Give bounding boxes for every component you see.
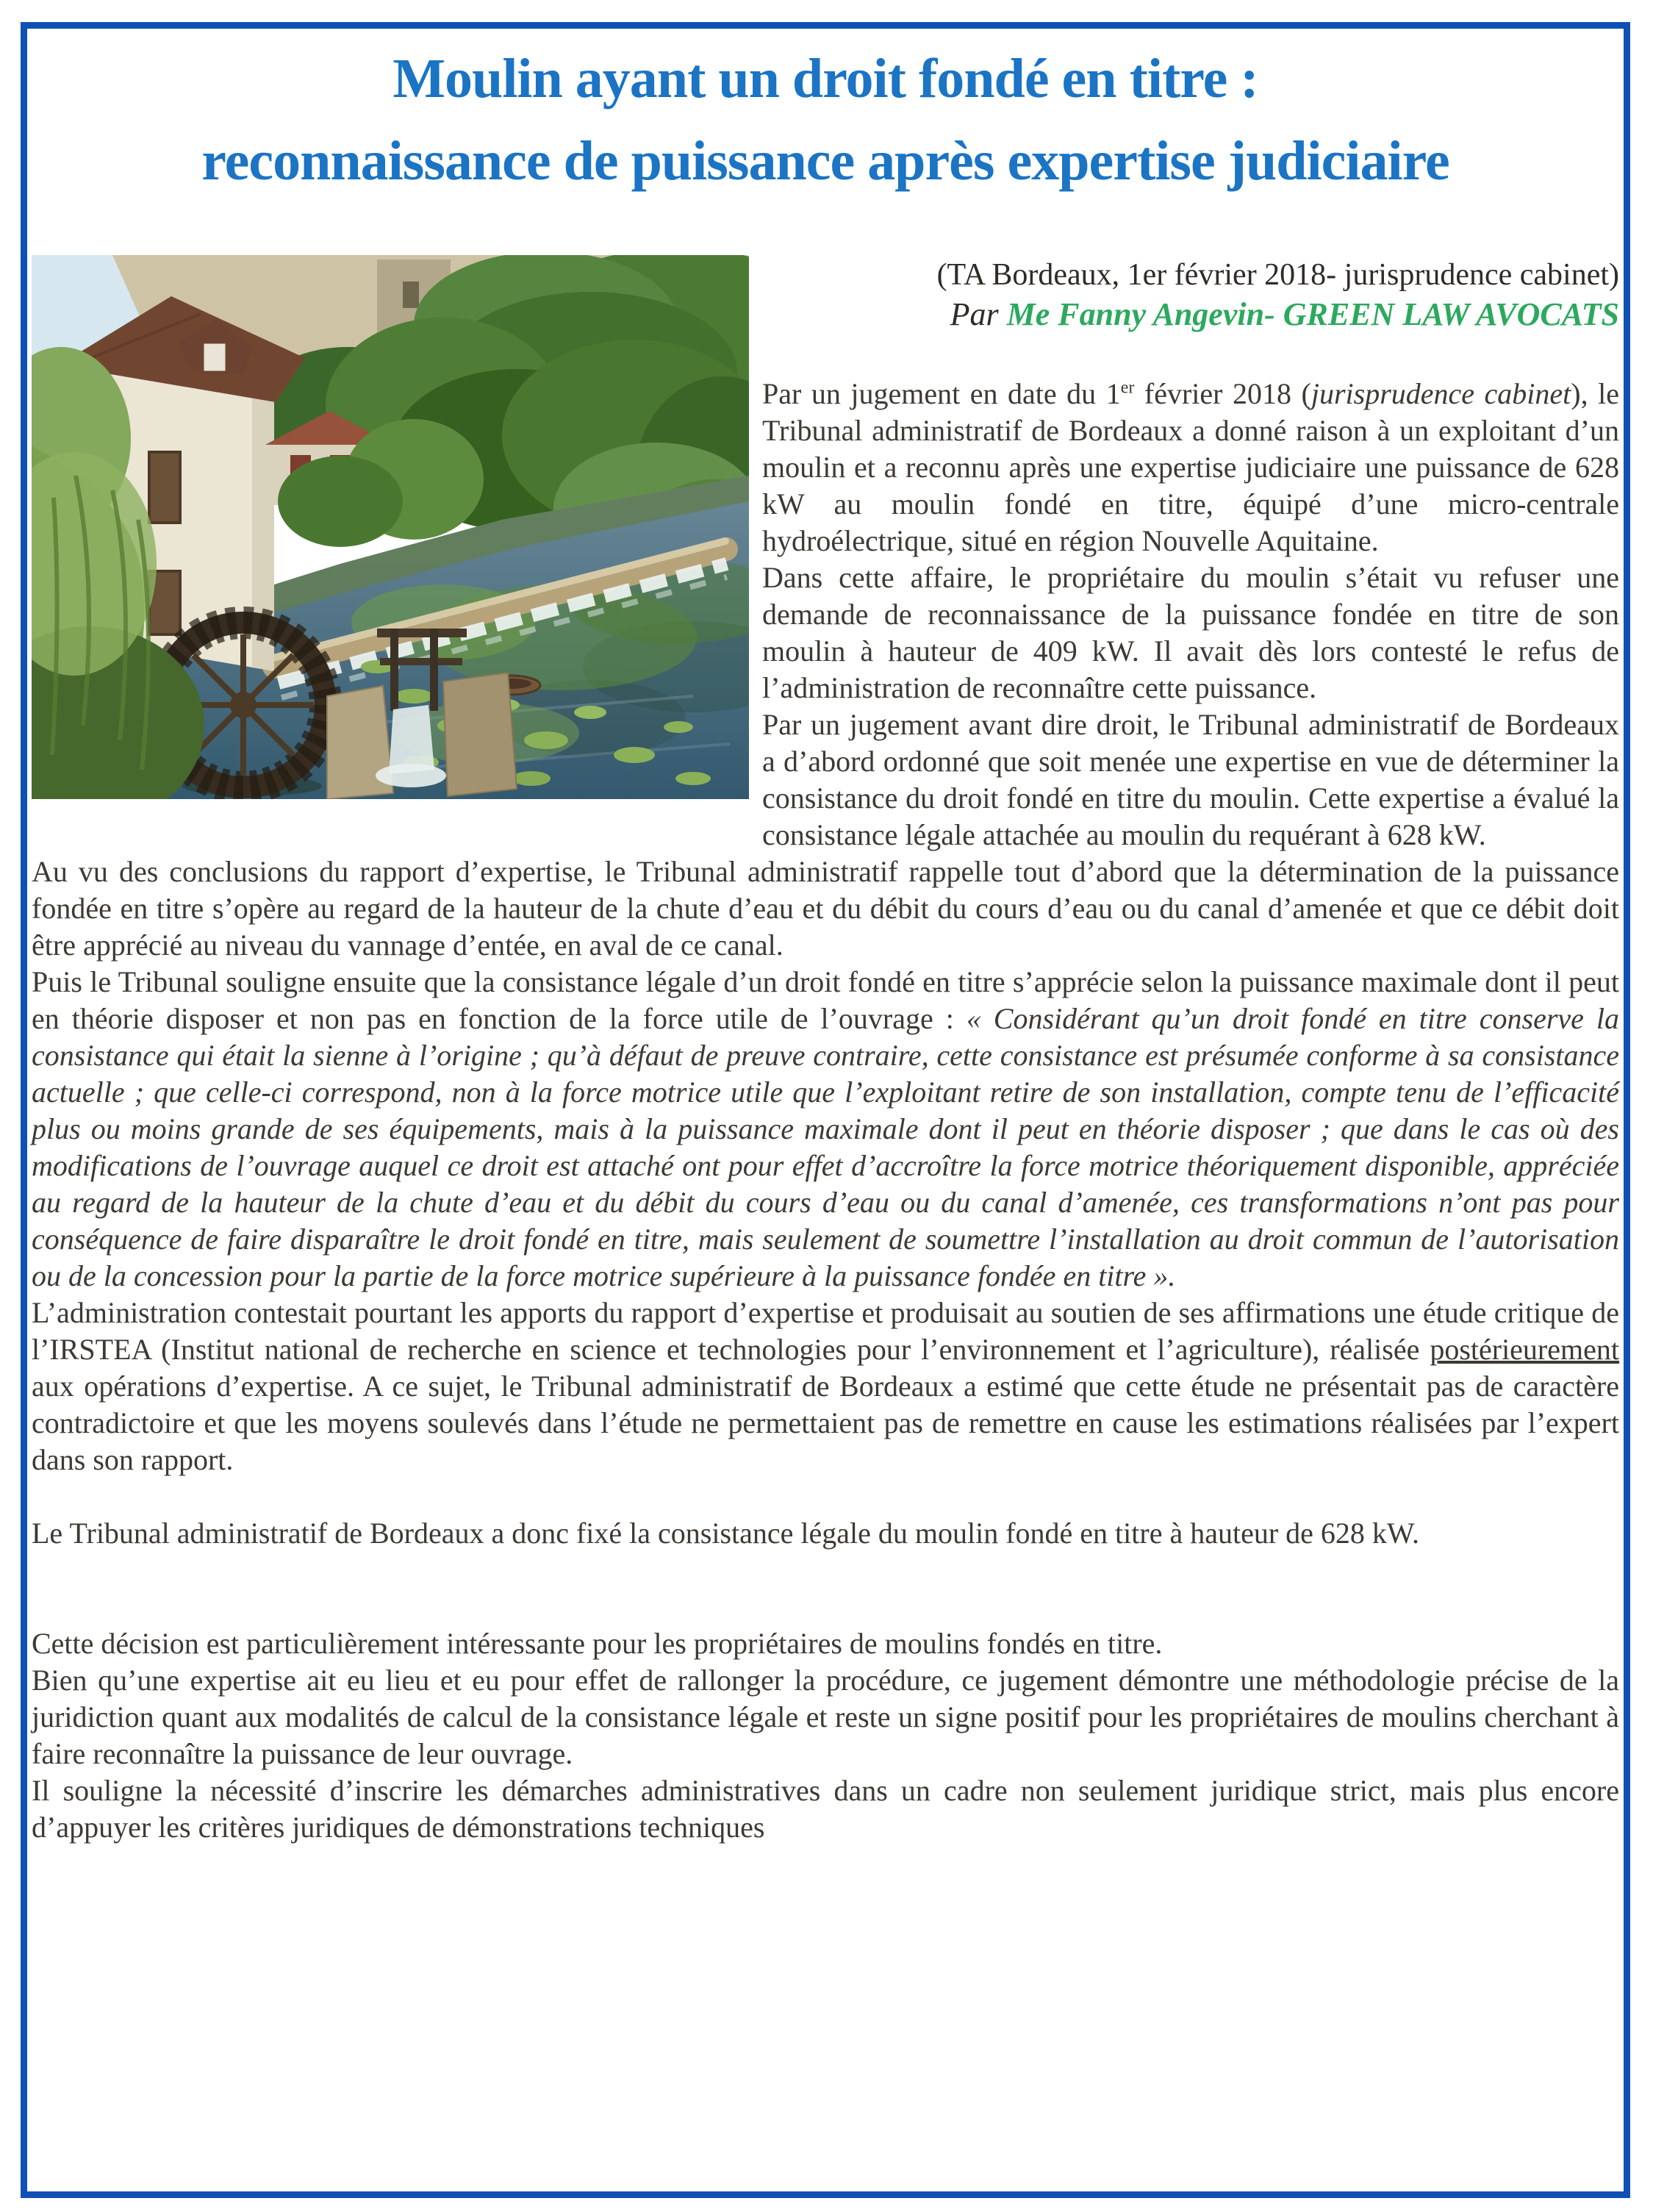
author-prefix: Par [950, 296, 1007, 332]
article-title-line-1: Moulin ayant un droit fondé en titre : [392, 48, 1258, 110]
paragraph: Cette décision est particulièrement intéressante pour les propriétaires de moulins fondés en titre. [32, 1627, 1163, 1660]
paragraph: Bien qu’une expertise ait eu lieu et eu pour effet de rallonger la procédure, ce jugement démontre une méthodologie précise de la juridiction quant aux modalités de calcul de la consistance légale et reste un signe positif pour les propriétaires de moulins cherchant à faire reconnaître la puissance de leur ouvrage. [32, 1664, 1619, 1770]
paragraph: Au vu des conclusions du rapport d’expertise, le Tribunal administratif rappelle tout d’abord que la détermination de la puissance fondée en titre s’opère au regard de la hauteur de la chute d’eau et du débit du cours d’eau ou du canal d’amenée et que ce débit doit être apprécié au niveau du vannage d’entée, en aval de ce canal. [32, 855, 1619, 962]
paragraph: Par un jugement avant dire droit, le Tribunal administratif de Bordeaux a d’abord ordonné que soit menée une expertise en vue de déterminer la consistance du droit fondé en titre du moulin. Cette expertise a évalué la consistance légale attachée au moulin du requérant à 628 kW. [762, 708, 1619, 851]
paragraph: Puis le Tribunal souligne ensuite que la consistance légale d’un droit fondé en titre s’apprécie selon la puissance maximale dont il peut en théorie disposer et non pas en fonction de la force utile de l’ouvrage : « Considérant qu’un droit fondé en titre conserve la consistance qui était la sienne à l’origine ; qu’à défaut de preuve contraire, cette consistance est présumée conforme à sa consistance actuelle ; que celle-ci correspond, non à la force motrice utile que l’exploitant retire de son installation, compte tenu de l’efficacité plus ou moins grande de ses équipements, mais à la puissance maximale dont il peut en théorie disposer ; que dans le cas où des modifications de l’ouvrage auquel ce droit est attaché ont pour effet d’accroître la force motrice théoriquement disponible, appréciée au regard de la hauteur de la chute d’eau et du débit du cours d’eau ou du canal d’amenée, ces transformations n’ont pas pour conséquence de faire disparaître le droit fondé en titre, mais seulement de soumettre l’installation au droit commun de l’autorisation ou de la concession pour la partie de la force motrice supérieure à la puissance fondée en titre ». [32, 965, 1619, 1292]
article-title [32, 29, 1619, 202]
paragraph: Le Tribunal administratif de Bordeaux a donc fixé la consistance légale du moulin fondé en titre à hauteur de 628 kW. [32, 1517, 1419, 1550]
page-content [27, 29, 1624, 2191]
paragraph: Dans cette affaire, le propriétaire du moulin s’était vu refuser une demande de reconnaissance de la puissance fondée en titre de son moulin à hauteur de 409 kW. Il avait dès lors contesté le refus de l’administration de reconnaître cette puissance. [762, 561, 1619, 704]
article-body [32, 255, 1619, 1846]
paragraph: Par un jugement en date du 1er février 2018 (jurisprudence cabinet), le Tribunal administratif de Bordeaux a donné raison à un exploitant d’un moulin et a reconnu après une expertise judiciaire une puissance de 628 kW au moulin fondé en titre, équipé d’une micro-centrale hydroélectrique, situé en région Nouvelle Aquitaine. [762, 377, 1620, 557]
paragraph: Il souligne la nécessité d’inscrire les démarches administratives dans un cadre non seulement juridique strict, mais plus encore d’appuyer les critères juridiques de démonstrations techniques [32, 1774, 1619, 1844]
author-name: Me Fanny Angevin- GREEN LAW AVOCATS [1006, 296, 1619, 332]
article-title-line-2: reconnaissance de puissance après expertise judiciaire [201, 130, 1449, 192]
case-citation: (TA Bordeaux, 1er février 2018- jurisprudence cabinet) [936, 258, 1619, 292]
paragraph: L’administration contestait pourtant les apports du rapport d’expertise et produisait au soutien de ses affirmations une étude critique de l’IRSTEA (Institut national de recherche en science et technologies pour l’environnement et l’agriculture), réalisée postérieurement aux opérations d’expertise. A ce sujet, le Tribunal administratif de Bordeaux a estimé que cette étude ne présentait pas de caractère contradictoire et que les moyens soulevés dans l’étude ne permettaient pas de remettre en cause les estimations réalisées par l’expert dans son rapport. [32, 1296, 1619, 1476]
watermill-photo-illustration [32, 255, 749, 799]
watermill-photo [32, 255, 749, 799]
